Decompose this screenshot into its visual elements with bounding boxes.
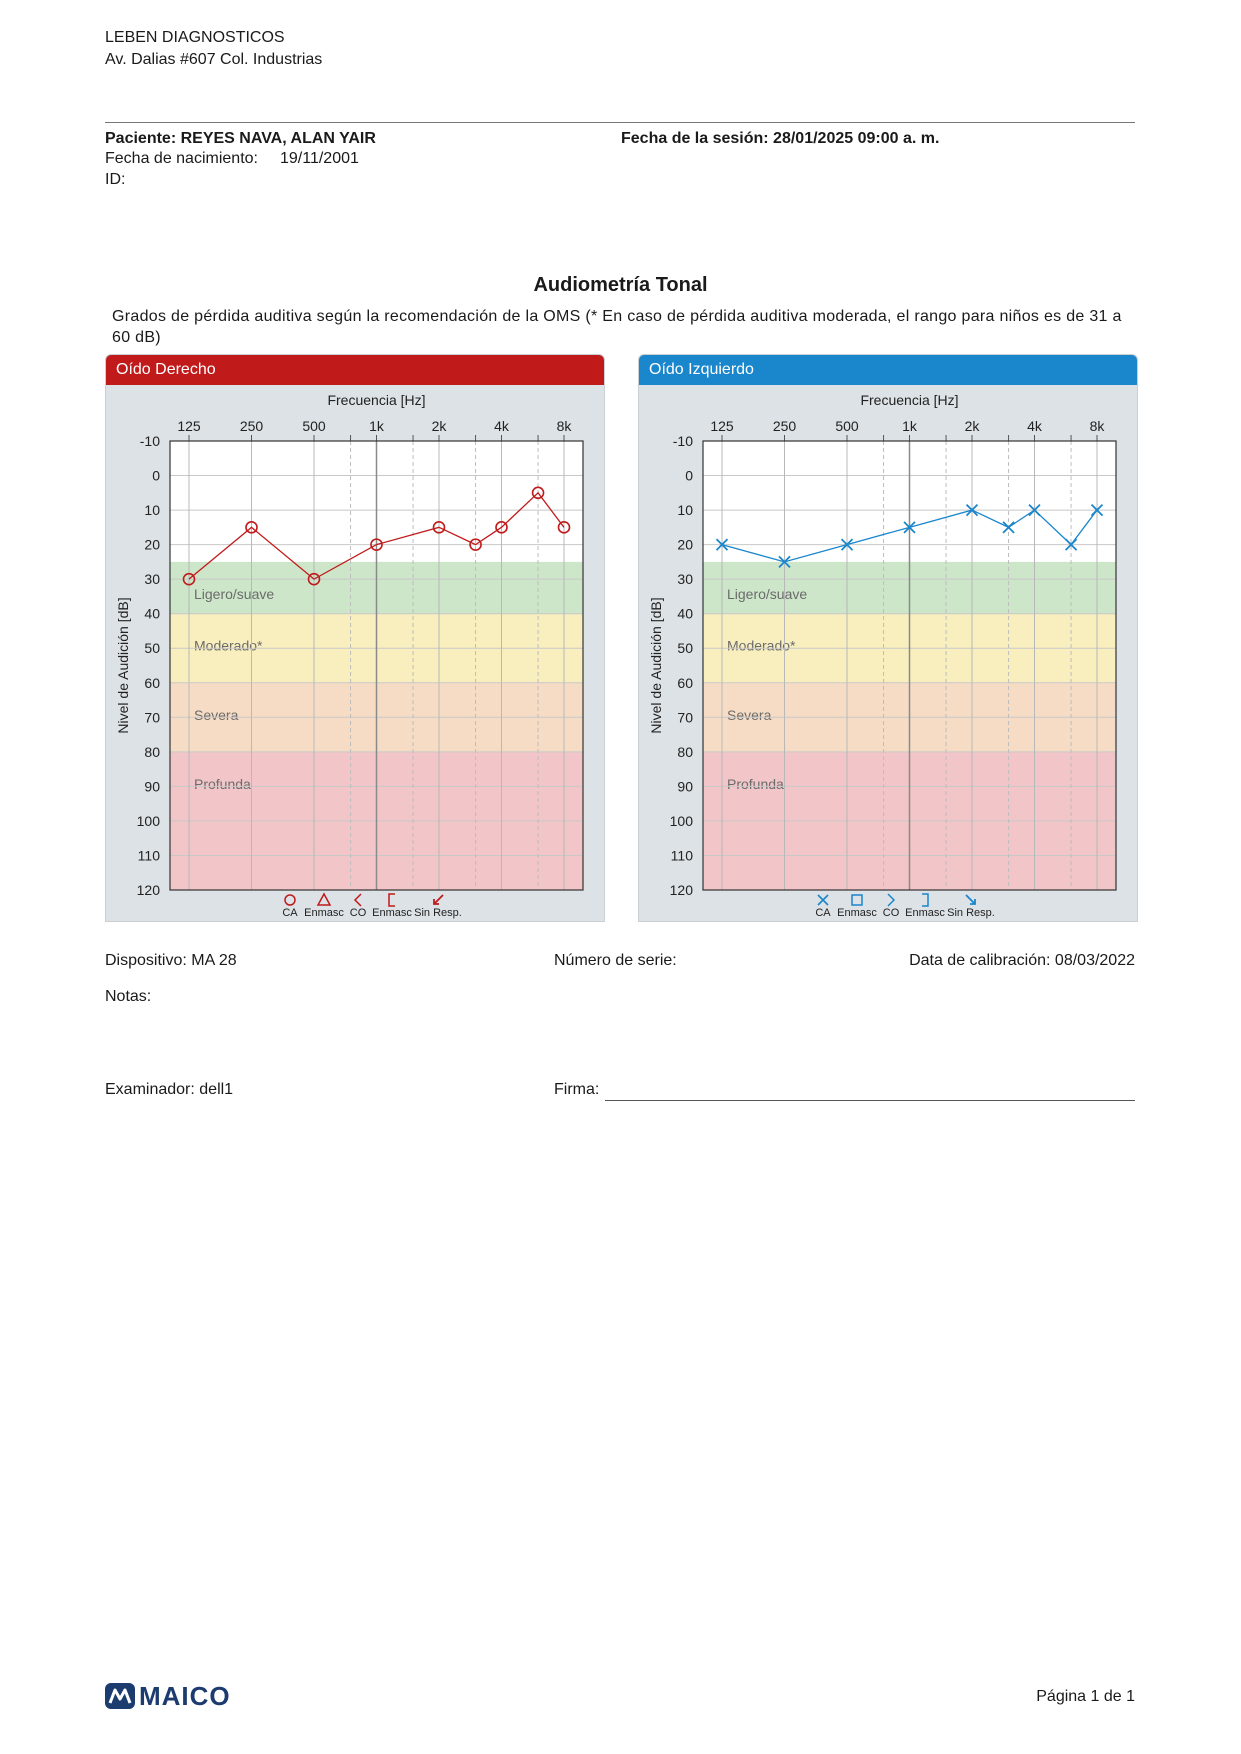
y-tick-label: 70	[144, 709, 160, 726]
x-tick-label: 250	[772, 418, 797, 434]
legend-symbol-co	[355, 894, 361, 906]
legend-label: Enmasc	[304, 907, 344, 919]
legend-symbol-masked-co	[389, 894, 395, 906]
y-tick-label: 30	[677, 571, 693, 588]
y-tick-label: 40	[144, 605, 160, 622]
signature-label: Firma:	[554, 1081, 600, 1098]
y-tick-label: 60	[677, 674, 693, 691]
dob-label: Fecha de nacimiento:	[105, 150, 258, 167]
left-ear-title: Oído Izquierdo	[639, 355, 1137, 385]
y-tick-label: 100	[136, 812, 160, 829]
legend-symbol-co	[888, 894, 894, 906]
clinic-name: LEBEN DIAGNOSTICOS	[105, 29, 285, 46]
x-tick-label: 2k	[431, 418, 447, 434]
id-label: ID:	[105, 171, 126, 188]
zone-label: Severa	[194, 706, 239, 723]
clinic-address: Av. Dalias #607 Col. Industrias	[105, 51, 323, 68]
legend-label: Enmasc	[905, 907, 945, 919]
calibration-label: Data de calibración: 08/03/2022	[909, 952, 1135, 969]
y-tick-label: 10	[144, 502, 160, 519]
x-tick-label: 1k	[902, 418, 917, 434]
serial-label: Número de serie:	[554, 952, 677, 969]
right-ear-panel	[105, 354, 605, 922]
x-tick-label: 500	[835, 418, 859, 434]
right-ear-audiogram	[106, 355, 605, 922]
legend-label: Enmasc	[837, 907, 877, 919]
legend-label: CA	[815, 907, 831, 919]
y-tick-label: 80	[677, 743, 693, 760]
x-tick-label: 4k	[1027, 418, 1042, 434]
y-tick-label: 40	[677, 605, 693, 622]
y-axis-label: Nivel de Audición [dB]	[115, 597, 131, 734]
legend-label: CO	[349, 907, 367, 919]
y-tick-label: 50	[677, 640, 693, 657]
left-ear-audiogram	[639, 355, 1138, 922]
maico-logo	[105, 1682, 231, 1710]
zone-label: Moderado*	[194, 637, 263, 654]
y-tick-label: 0	[152, 467, 160, 484]
y-tick-label: 30	[144, 571, 160, 588]
y-tick-label: 80	[144, 743, 160, 760]
y-tick-label: 120	[669, 882, 693, 898]
y-tick-label: 110	[670, 847, 693, 864]
legend-label: Enmasc	[372, 907, 412, 919]
y-tick-label: 60	[144, 674, 160, 691]
y-tick-label: -10	[672, 433, 693, 449]
x-axis-label: Frecuencia [Hz]	[327, 392, 426, 408]
x-tick-label: 4k	[494, 418, 509, 434]
legend-symbol-no-response	[434, 895, 443, 904]
y-tick-label: 110	[137, 847, 160, 864]
y-tick-label: 90	[677, 778, 693, 795]
legend-label: Sin Resp.	[947, 907, 995, 919]
zone-label: Profunda	[194, 775, 251, 792]
y-tick-label: 70	[677, 709, 693, 726]
legend-label: CO	[882, 907, 900, 919]
x-tick-label: 250	[239, 418, 264, 434]
y-tick-label: 20	[677, 536, 693, 553]
y-tick-label: 0	[685, 467, 693, 484]
maico-logo-icon	[105, 1683, 135, 1709]
patient-name: Paciente: REYES NAVA, ALAN YAIR	[105, 130, 376, 147]
x-tick-label: 2k	[964, 418, 980, 434]
x-tick-label: 125	[177, 418, 201, 434]
legend	[815, 894, 994, 919]
zone-label: Severa	[727, 706, 772, 723]
y-tick-label: 90	[144, 778, 160, 795]
legend-symbol-no-response	[966, 895, 975, 904]
y-tick-label: 20	[144, 536, 160, 553]
zone-label: Profunda	[727, 775, 784, 792]
legend-symbol-masked-co	[922, 894, 928, 906]
y-tick-label: 120	[136, 882, 160, 898]
x-axis-label: Frecuencia [Hz]	[860, 392, 959, 408]
legend-label: CA	[282, 907, 298, 919]
right-ear-title: Oído Derecho	[106, 355, 604, 385]
maico-brand: MAICO	[139, 1680, 231, 1711]
report-title: Audiometría Tonal	[533, 274, 708, 296]
y-tick-label: -10	[139, 433, 160, 449]
session-date: Fecha de la sesión: 28/01/2025 09:00 a. m.	[621, 130, 940, 147]
legend-symbol-ca	[818, 895, 828, 905]
x-tick-label: 125	[710, 418, 734, 434]
legend	[282, 894, 461, 919]
y-tick-label: 100	[669, 812, 693, 829]
legend-label: Sin Resp.	[414, 907, 462, 919]
report-description: Grados de pérdida auditiva según la recomendación de la OMS (* En caso de pérdida auditiva moderada, el rango para niños es de 31 a 60 dB)	[112, 308, 1122, 346]
zone-label: Moderado*	[727, 637, 796, 654]
x-tick-label: 8k	[556, 418, 572, 434]
legend-symbol-masked-ca	[852, 895, 862, 905]
legend-symbol-ca	[285, 895, 295, 905]
y-tick-label: 10	[677, 502, 693, 519]
zone-label: Ligero/suave	[727, 585, 808, 602]
x-tick-label: 8k	[1089, 418, 1105, 434]
signature-line	[605, 1100, 1135, 1101]
notes-label: Notas:	[105, 988, 152, 1005]
y-tick-label: 50	[144, 640, 160, 657]
page-number: Página 1 de 1	[1036, 1688, 1135, 1705]
y-axis-label: Nivel de Audición [dB]	[648, 597, 664, 734]
zone-label: Ligero/suave	[194, 585, 275, 602]
device-label: Dispositivo: MA 28	[105, 952, 237, 969]
dob-value: 19/11/2001	[280, 150, 359, 167]
x-tick-label: 500	[302, 418, 326, 434]
left-ear-panel	[638, 354, 1138, 922]
x-tick-label: 1k	[369, 418, 384, 434]
legend-symbol-masked-ca	[318, 894, 330, 905]
examiner-label: Examinador: dell1	[105, 1081, 234, 1098]
header-divider	[105, 122, 1135, 123]
